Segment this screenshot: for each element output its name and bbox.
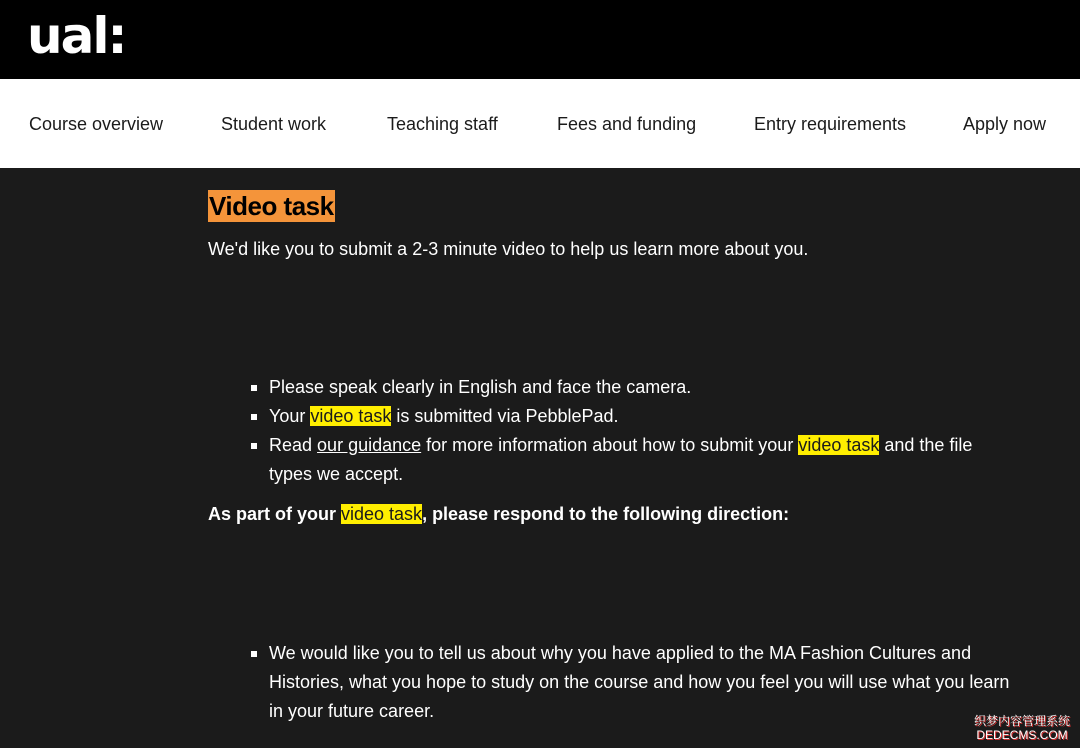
list-item — [249, 402, 1019, 431]
direction-list — [249, 639, 1019, 726]
list-item-text: Read — [269, 435, 318, 455]
ual-logo[interactable]: ual: — [27, 7, 126, 65]
list-item-text: for more information about how to submit your — [421, 435, 799, 455]
list-item-text: and the file types we accept. — [269, 435, 973, 484]
bullet-icon — [251, 414, 257, 420]
watermark-line: 织梦内容管理系统 — [973, 714, 1070, 728]
direction-text: As part of your — [208, 504, 342, 524]
intro-text: We'd like you to submit a 2-3 minute video to help us learn more about you. — [208, 239, 809, 259]
course-nav — [0, 79, 1080, 168]
watermark-line: DEDECMS.COM — [976, 728, 1068, 742]
site-header — [0, 0, 1080, 79]
bullet-icon — [251, 385, 257, 391]
nav-entry-requirements[interactable]: Entry requirements — [754, 114, 907, 134]
highlighted-term: video task — [341, 504, 423, 524]
our-guidance-link[interactable]: our guidance — [317, 435, 422, 455]
highlighted-term: video task — [310, 406, 392, 426]
nav-apply-now[interactable]: Apply now — [963, 114, 1047, 134]
list-item-text: Please speak clearly in English and face the camera. — [269, 377, 692, 397]
list-item-text: Your — [269, 406, 311, 426]
section-heading: Video task — [209, 191, 334, 221]
watermark — [974, 714, 1070, 742]
nav-student-work[interactable]: Student work — [221, 114, 327, 134]
bullet-icon — [251, 651, 257, 657]
direction-text: , please respond to the following direction: — [422, 504, 790, 524]
list-item-text: We would like you to tell us about why you have applied to the MA Fashion Cultures and Histories, what you hope to study on the course and how you feel you will use what you learn in your future career. — [269, 643, 1010, 721]
list-item-text: is submitted via PebblePad. — [391, 406, 619, 426]
instructions-list — [249, 373, 1019, 489]
nav-teaching-staff[interactable]: Teaching staff — [387, 114, 498, 134]
direction-heading — [208, 502, 789, 526]
list-item — [249, 639, 1019, 726]
list-item — [249, 373, 1019, 402]
nav-course-overview[interactable]: Course overview — [29, 114, 164, 134]
nav-fees-and-funding[interactable]: Fees and funding — [557, 114, 697, 134]
highlighted-term: video task — [798, 435, 880, 455]
list-item — [249, 431, 1019, 489]
bullet-icon — [251, 443, 257, 449]
